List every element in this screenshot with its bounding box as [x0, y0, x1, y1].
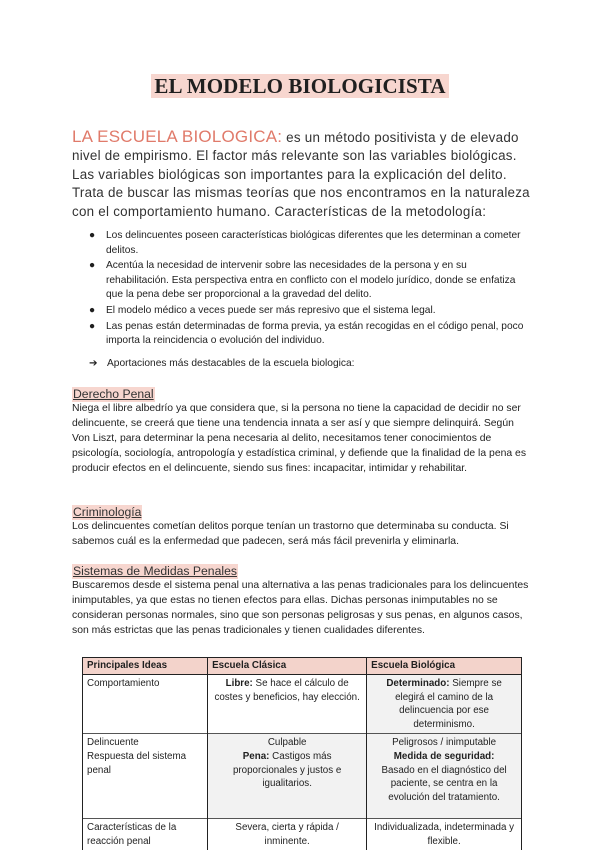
table-cell: Pena: Castigos más proporcionales y justos e igualitarios.: [208, 750, 367, 819]
table-cell: Peligrosos / inimputable: [367, 734, 522, 750]
contributions-intro: [89, 357, 354, 371]
section-title-criminologia: Criminología: [73, 505, 142, 519]
intro-paragraph: [72, 128, 532, 221]
characteristics-list: [72, 229, 532, 350]
list-item: ● Acentúa la necesidad de intervenir sobre las necesidades de la persona y en su rehabilitación. Esta perspectiva entra en conflicto con el modelo jurídico, donde se enfatiza que la pena debe ser proporcional a la gravedad del delito.: [89, 260, 516, 301]
comparison-table: [82, 657, 522, 850]
table-cell: Severa, cierta y rápida / inminente.: [208, 818, 367, 850]
column-header: Principales Ideas: [83, 658, 208, 675]
section-title-medidas-penales: Sistemas de Medidas Penales: [73, 564, 237, 578]
table-row: [83, 750, 522, 819]
page-title-block: [0, 74, 600, 99]
contributions-text: Aportaciones más destacables de la escuela biologica:: [107, 358, 355, 369]
list-item: ● El modelo médico a veces puede ser más represivo que el sistema legal.: [72, 304, 532, 319]
column-header: Escuela Clásica: [208, 658, 367, 675]
table-cell: Medida de seguridad: Basado en el diagnóstico del paciente, se centra en la evolución del tratamiento.: [367, 750, 522, 819]
bullet-icon: ●: [89, 320, 96, 332]
table-row: [83, 734, 522, 750]
table-cell: Delincuente: [83, 734, 208, 750]
section-title-derecho-penal: Derecho Penal: [73, 387, 154, 401]
section-text-medidas-penales: Buscaremos desde el sistema penal una alternativa a las penas tradicionales para los delincuentes inimputables, ya que estas no tienen efectos para ellas. Dichas personas inimputables no se consideran personas normales, sino que son personas peligrosas y sus penas, en algunos casos, son más estrictas que las penas tradicionales y tienen cualidades diferentes.: [72, 580, 529, 636]
intro-lead: LA ESCUELA BIOLOGICA:: [72, 127, 283, 146]
page-title: EL MODELO BIOLOGICISTA: [151, 74, 448, 98]
list-item: ● Las penas están determinadas de forma previa, ya están recogidas en el código penal, poco importa la reincidencia o evolución del individuo.: [89, 320, 524, 347]
table-cell: Determinado: Siempre se elegirá el camino de la delincuencia por ese determinismo.: [367, 675, 522, 734]
table-header-row: [83, 658, 522, 675]
table-cell: Comportamiento: [83, 675, 208, 734]
column-header: Escuela Biológica: [367, 658, 522, 675]
table-cell: Respuesta del sistema penal: [83, 750, 208, 819]
section-text-derecho-penal: Niega el libre albedrío ya que considera que, si la persona no tiene la capacidad de decidir no ser delincuente, se creerá que tiene una tendencia innata a ser así y que siempre delinquirá. Según Von Liszt, para determinar la pena necesaria al delito, necesitamos tener conocimientos de psicología, sociología, antropología y estadística criminal, y defiende que la finalidad de la pena es producir efectos en el delincuente, siendo sus fines: incapacitar, intimidar y rehabilitar.: [72, 403, 527, 474]
table-cell: Características de la reacción penal: [83, 818, 208, 850]
bullet-icon: ●: [89, 230, 96, 241]
section-text-criminologia: Los delincuentes cometían delitos porque tenían un trastorno que determinaba su conducta. Si sabemos cuál es la enfermedad que padecen, será más fácil prevenirla y eliminarla.: [72, 521, 509, 547]
table-cell: Individualizada, indeterminada y flexible.: [367, 818, 522, 850]
table-row: [83, 675, 522, 734]
table-row: [83, 818, 522, 850]
intro-text: es un método positivista y de elevado nivel de empirismo. El factor más relevante son las variables biológicas. Las variables biológicas son importantes para la explicación del delito. Trata de buscar las mismas teorías que nos encontramos en la naturaleza con el comportamiento humano. Características de la metodología:: [72, 130, 530, 219]
list-item: ● Los delincuentes poseen características biológicas diferentes que les determinan a cometer delitos.: [89, 230, 521, 256]
bullet-icon: ●: [89, 260, 96, 272]
bullet-icon: ●: [89, 304, 96, 316]
arrow-icon: ➔: [89, 358, 98, 369]
table-cell: Libre: Se hace el cálculo de costes y beneficios, hay elección.: [208, 675, 367, 734]
table-cell: Culpable: [208, 734, 367, 750]
